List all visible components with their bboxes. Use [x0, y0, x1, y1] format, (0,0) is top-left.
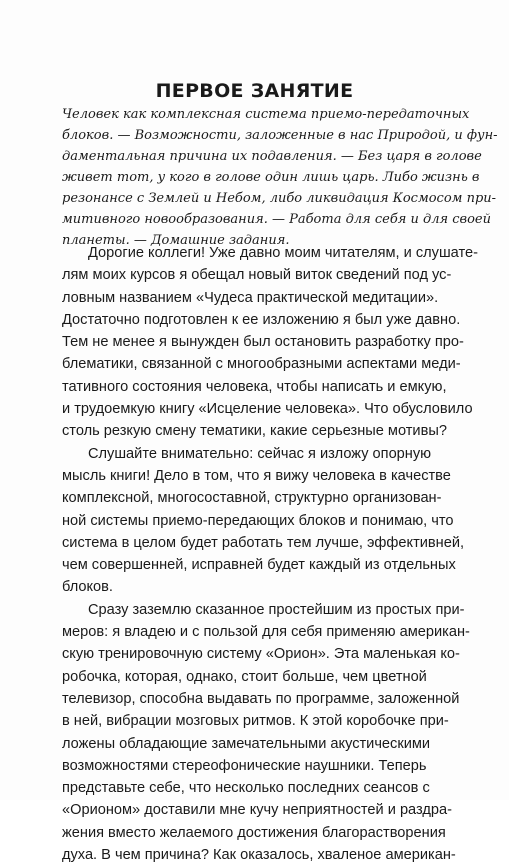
abstract-line: резонансе с Землей и Небом, либо ликвидация Космосом при- [62, 191, 497, 206]
abstract-line: блоков. — Возможности, заложенные в нас Природой, и фун- [62, 128, 498, 143]
body-line: ной системы приемо-передающих блоков и понимаю, что [62, 512, 454, 529]
abstract-line: Человек как комплексная система приемо-передаточных [62, 107, 470, 122]
abstract-line: планеты. — Домашние задания. [62, 233, 290, 248]
body-line: чем совершенней, исправней будет каждый из отдельных [62, 557, 456, 574]
paragraph-first-line: Слушайте внимательно: сейчас я изложу опорную [88, 445, 432, 462]
body-line: столь резкую смену тематики, какие серьезные мотивы? [62, 423, 447, 440]
body-line: тативного состояния человека, чтобы написать и емкую, [62, 378, 447, 395]
body-line: возможностями стереофонические наушники. Теперь [62, 757, 427, 774]
body-line: и трудоемкую книгу «Исцеление человека». Что обусловило [62, 401, 473, 418]
body-line: ложены обладающие замечательными акустическими [62, 735, 431, 752]
body-line: робочка, которая, однако, стоит больше, чем цветной [62, 668, 427, 685]
abstract-line: живет тот, у кого в голове один лишь царь. Либо жизнь в [62, 170, 480, 185]
abstract-line: даментальная причина их подавления. — Без царя в голове [62, 149, 482, 164]
body-line: лям моих курсов я обещал новый виток сведений под ус- [62, 267, 452, 284]
body-line: Достаточно подготовлен к ее изложению я был уже давно. [62, 311, 461, 328]
body-line: скую тренировочную систему «Орион». Эта маленькая ко- [62, 646, 460, 663]
paragraph-first-line: Дорогие коллеги! Уже давно моим читателям, и слушате- [88, 245, 478, 261]
body-line: комплексной, многосоставной, структурно организован- [62, 490, 442, 507]
body-line: в ней, вибрации мозговых ритмов. К этой коробочке при- [62, 713, 449, 730]
body-line: меров: я владею и с пользой для себя применяю американ- [62, 624, 470, 641]
body-line: представьте себе, что несколько последних сеансов с [62, 780, 430, 797]
body-line: «Орионом» доставили мне кучу неприятностей и раздра- [62, 802, 452, 819]
abstract-line: митивного новообразования. — Работа для себя и для своей [62, 212, 491, 227]
chapter-abstract [62, 104, 498, 251]
body-line: блематики, связанной с многообразными аспектами меди- [62, 356, 461, 373]
body-line: система в целом будет работать тем лучше, эффективней, [62, 534, 465, 551]
body-text [62, 242, 478, 866]
paragraph-first-line: Сразу заземлю сказанное простейшим из простых при- [88, 601, 465, 618]
body-line: ловным названием «Чудеса практической медитации». [62, 289, 439, 306]
body-line: мысль книги! Дело в том, что я вижу человека в качестве [62, 467, 451, 484]
body-line: духа. В чем причина? Как оказалось, хваленое американ- [62, 847, 456, 864]
chapter-heading: ПЕРВОЕ ЗАНЯТИЕ [155, 80, 354, 102]
body-line: телевизор, способна выдавать по программе, заложенной [62, 690, 460, 707]
body-line: блоков. [62, 579, 113, 596]
body-line: Тем не менее я вынужден был остановить разработку про- [62, 334, 464, 351]
body-line: жения вместо желаемого достижения благорастворения [62, 824, 446, 841]
